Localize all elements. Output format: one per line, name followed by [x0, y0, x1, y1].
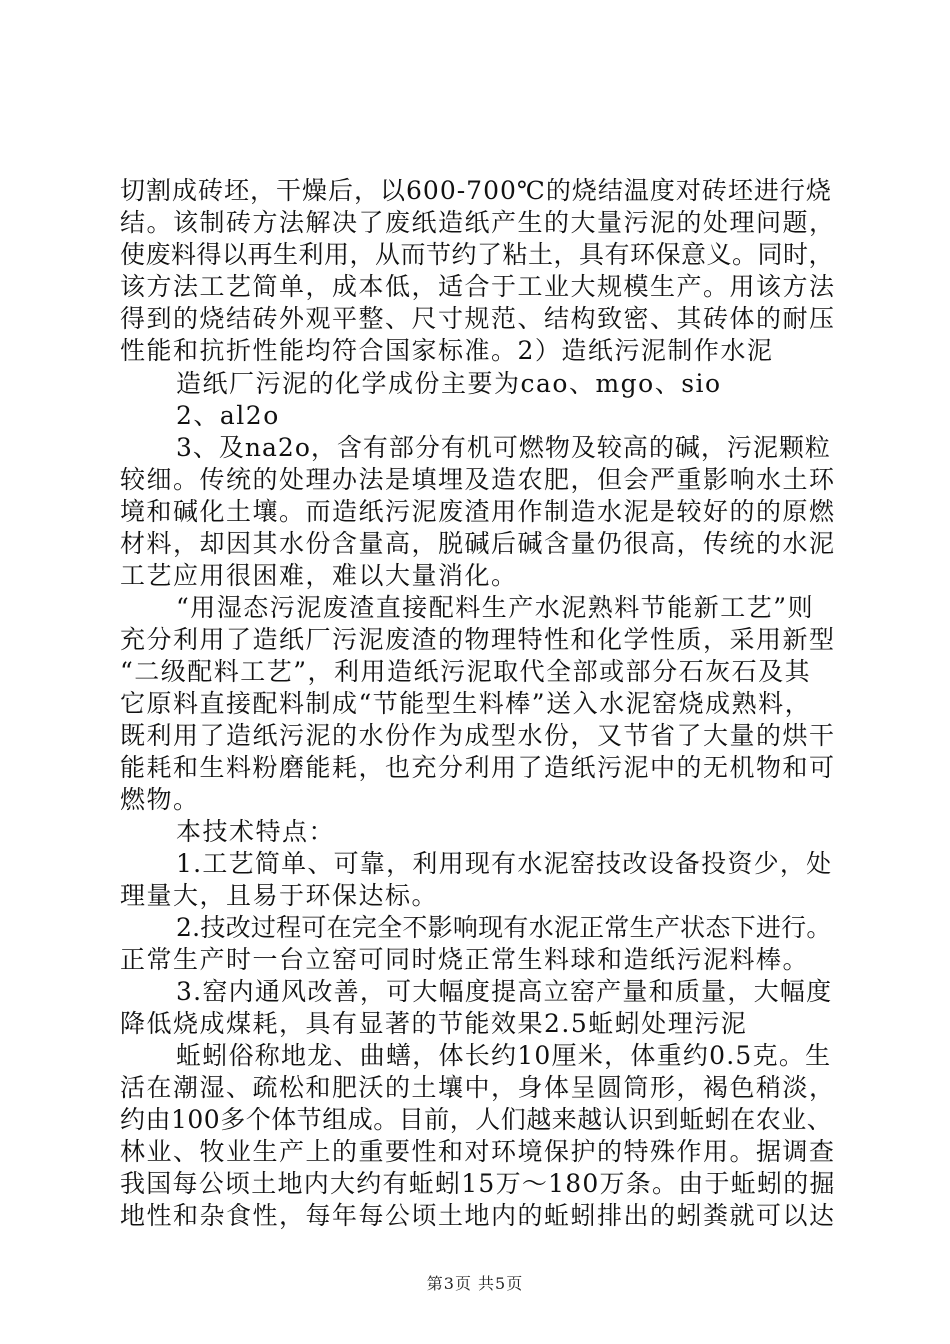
- text-line: 地性和杂食性，每年每公顷土地内的蚯蚓排出的蚓粪就可以达: [120, 1201, 836, 1230]
- text-line: “用湿态污泥废渣直接配料生产水泥熟料节能新工艺”则: [176, 593, 815, 622]
- text-line: 结。该制砖方法解决了废纸造纸产生的大量污泥的处理问题，: [120, 208, 836, 237]
- text-line: 理量大，且易于环保达标。: [120, 881, 439, 910]
- text-line: 蚯蚓俗称地龙、曲蟮，体长约10厘米，体重约0.5克。生: [176, 1041, 832, 1070]
- text-line: 2、al2o: [176, 401, 280, 430]
- text-line: 约由100多个体节组成。目前，人们越来越认识到蚯蚓在农业、: [120, 1105, 833, 1134]
- text-line: 性能和抗折性能均符合国家标准。2）造纸污泥制作水泥: [120, 336, 774, 365]
- text-line: 燃物。: [120, 785, 200, 814]
- text-line: 充分利用了造纸厂污泥废渣的物理特性和化学性质，采用新型: [120, 625, 836, 654]
- page-number-footer: 第3页 共5页: [426, 1274, 524, 1293]
- text-line: 材料，却因其水份含量高，脱碱后碱含量仍很高，传统的水泥: [120, 529, 836, 558]
- text-line: 境和碱化土壤。而造纸污泥废渣用作制造水泥是较好的的原燃: [120, 497, 836, 526]
- text-line: 活在潮湿、疏松和肥沃的土壤中，身体呈圆筒形，褐色稍淡，: [120, 1073, 836, 1102]
- text-line: 切割成砖坯，干燥后，以600-700℃的烧结温度对砖坯进行烧: [120, 176, 832, 205]
- text-line: 正常生产时一台立窑可同时烧正常生料球和造纸污泥料棒。: [120, 945, 810, 974]
- text-line: 使废料得以再生利用，从而节约了粘土，具有环保意义。同时，: [120, 240, 835, 269]
- text-line: 我国每公顷土地内大约有蚯蚓15万～180万条。由于蚯蚓的掘: [120, 1169, 836, 1198]
- text-line: 该方法工艺简单，成本低，适合于工业大规模生产。用该方法: [120, 272, 836, 301]
- text-line: 既利用了造纸污泥的水份作为成型水份，又节省了大量的烘干: [120, 721, 836, 750]
- text-line: “二级配料工艺”，利用造纸污泥取代全部或部分石灰石及其: [120, 657, 812, 686]
- text-line: 降低烧成煤耗，具有显著的节能效果2.5蚯蚓处理污泥: [120, 1009, 748, 1038]
- text-line: 工艺应用很困难，难以大量消化。: [120, 561, 518, 590]
- text-line: 1.工艺简单、可靠，利用现有水泥窑技改设备投资少，处: [176, 849, 833, 878]
- text-line: 较细。传统的处理办法是填埋及造农肥，但会严重影响水土环: [120, 465, 836, 494]
- text-line: 2.技改过程可在完全不影响现有水泥正常生产状态下进行。: [176, 913, 832, 942]
- text-line: 造纸厂污泥的化学成份主要为cao、mgo、sio: [176, 369, 722, 398]
- text-line: 得到的烧结砖外观平整、尺寸规范、结构致密、其砖体的耐压: [120, 304, 836, 333]
- text-line: 3、及na2o，含有部分有机可燃物及较高的碱，污泥颗粒: [176, 433, 831, 462]
- text-line: 它原料直接配料制成“节能型生料棒”送入水泥窑烧成熟料，: [120, 689, 812, 718]
- text-line: 能耗和生料粉磨能耗，也充分利用了造纸污泥中的无机物和可: [120, 753, 836, 782]
- text-line: 林业、牧业生产上的重要性和对环境保护的特殊作用。据调查: [120, 1137, 836, 1166]
- text-line: 3.窑内通风改善，可大幅度提高立窑产量和质量，大幅度: [176, 977, 833, 1006]
- text-line: 本技术特点：: [176, 817, 336, 846]
